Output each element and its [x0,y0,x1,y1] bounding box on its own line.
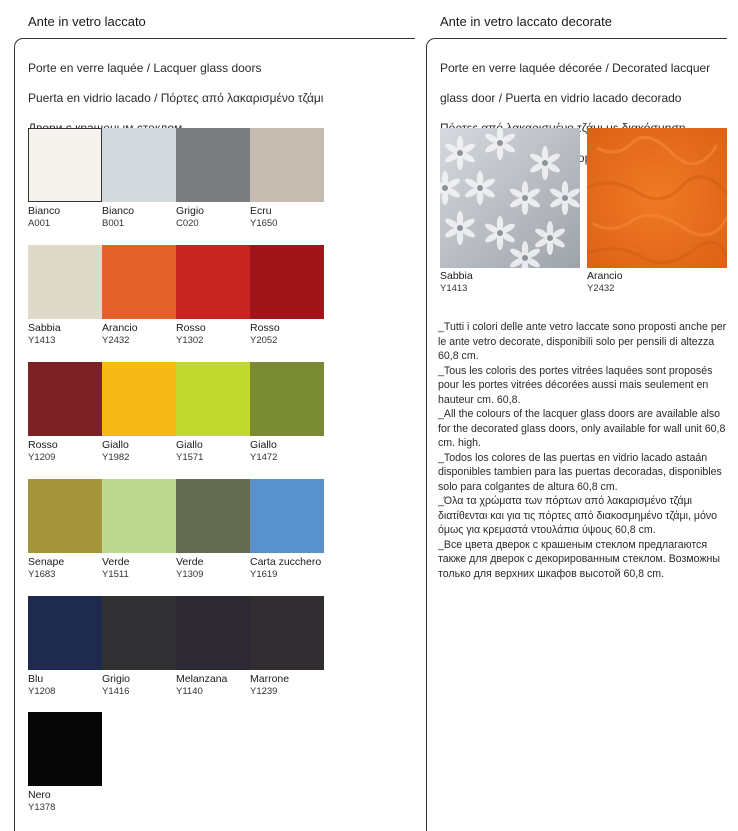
color-swatch [250,479,324,553]
swatch-code: Y1239 [250,686,278,697]
note-paragraph: _Tutti i colori delle ante vetro laccate sono proposti anche per le ante vetro decorate, disponibili solo per pensili di altezza 60,8 cm. [438,321,727,362]
swatch-name: Rosso [250,322,280,334]
swatch-name: Giallo [176,439,203,451]
swatch-code: Y1209 [28,452,56,463]
swatch-name: Carta zucchero [250,556,322,568]
color-swatch [176,128,250,202]
availability-notes [438,320,734,581]
texture-pattern-icon [587,128,727,268]
swatch-name: Bianco [102,205,135,217]
swatch-name: Grigio [176,205,205,217]
swatch-code: Y1309 [176,569,204,580]
swatch-code: Y1650 [250,218,278,229]
swatch-name: Giallo [250,439,277,451]
swatch-code: Y2432 [102,335,130,346]
swatch-name: Senape [28,556,65,568]
decorated-swatch-name: Sabbia [440,270,473,282]
decorated-swatch-name: Arancio [587,270,623,282]
color-swatch [28,596,102,670]
note-paragraph: _All the colours of the lacquer glass doors are available also for the decorated glass doors, only available for wall unit 60,8 cm. high. [438,408,726,449]
swatch-name: Ecru [250,205,272,217]
swatch-code: Y1378 [28,802,56,813]
swatch-name: Arancio [102,322,138,334]
color-swatch [28,245,102,319]
swatch-code: Y1571 [176,452,204,463]
note-paragraph: _Todos los colores de las puertas en vidrio lacado astaán disponibles tambien para las puertas decoradas, disponibles solo para colgantes de altura 60,8 cm. [438,451,722,493]
color-swatch [28,479,102,553]
color-swatch [250,596,324,670]
left-column-title: Ante in vetro laccato [28,14,146,29]
color-swatch [102,128,176,202]
swatch-code: Y1416 [102,686,130,697]
swatch-code: Y1683 [28,569,56,580]
color-swatch [250,245,324,319]
color-swatch [176,596,250,670]
swatch-name: Giallo [102,439,129,451]
note-paragraph: _Все цвета дверок с крашеным стеклом предлагаются также для дверок с декорированным стеклом. Возможны только для верхних шкафов высотой 60,8 cm. [438,538,721,580]
color-swatch [28,128,102,202]
swatch-name: Melanzana [176,673,228,685]
swatch-code: Y1982 [102,452,130,463]
left-desc-line: Porte en verre laquée / Lacquer glass doors [28,61,262,75]
note-paragraph: _Όλα τα χρώματα των πόρτων από λακαρισμένο τζάμι διατίθενται και για τις πόρτες από διακοσμημένο τζάμι, μόνο όμως για κρεμαστά ντουλάπια ύψους 60,8 cm. [438,495,718,536]
color-swatch [102,596,176,670]
swatch-code: Y1302 [176,335,204,346]
color-swatch [250,128,324,202]
swatch-name: Marrone [250,673,290,685]
swatch-code: B001 [102,218,125,229]
swatch-name: Sabbia [28,322,61,334]
color-swatch [176,479,250,553]
swatch-code: Y1140 [176,686,203,697]
swatch-code: Y1413 [28,335,56,346]
swatch-name: Verde [176,556,204,568]
swatch-code: Y2052 [250,335,278,346]
swatch-name: Blu [28,673,44,685]
swatch-code: A001 [28,218,51,229]
swatch-name: Rosso [28,439,58,451]
decorated-swatch-code: Y1413 [440,283,468,294]
color-swatch [102,245,176,319]
swatch-code: Y1472 [250,452,278,463]
color-swatch [176,362,250,436]
swatch-decorated-sabbia [440,128,580,268]
note-paragraph: _Tous les coloris des portes vitrées laquées sont proposés pour les portes vitrées décorées aussi mais seulement en hauteur cm. 60,8. [438,364,713,406]
left-desc-line: Puerta en vidrio lacado / Πόρτες από λακαρισμένο τζάμι [28,91,324,105]
color-swatch [102,479,176,553]
floral-pattern-icon [440,128,580,268]
color-swatch [250,362,324,436]
swatch-name: Bianco [28,205,61,217]
color-swatch [176,245,250,319]
swatch-code: C020 [176,218,199,229]
swatch-decorated-arancio [587,128,727,268]
decorated-swatch-code: Y2432 [587,283,615,294]
right-desc-line: glass door / Puerta en vidrio lacado decorado [440,91,682,105]
swatch-name: Nero [28,789,51,801]
swatch-name: Rosso [176,322,206,334]
color-swatch [28,712,102,786]
right-desc-line: Porte en verre laquée décorée / Decorated lacquer [440,61,711,75]
swatch-name: Grigio [102,673,131,685]
swatch-code: Y1619 [250,569,278,580]
swatch-code: Y1208 [28,686,56,697]
swatch-code: Y1511 [102,569,129,580]
color-swatch [102,362,176,436]
color-swatch [28,362,102,436]
swatch-name: Verde [102,556,130,568]
right-column-title: Ante in vetro laccato decorate [440,14,612,29]
